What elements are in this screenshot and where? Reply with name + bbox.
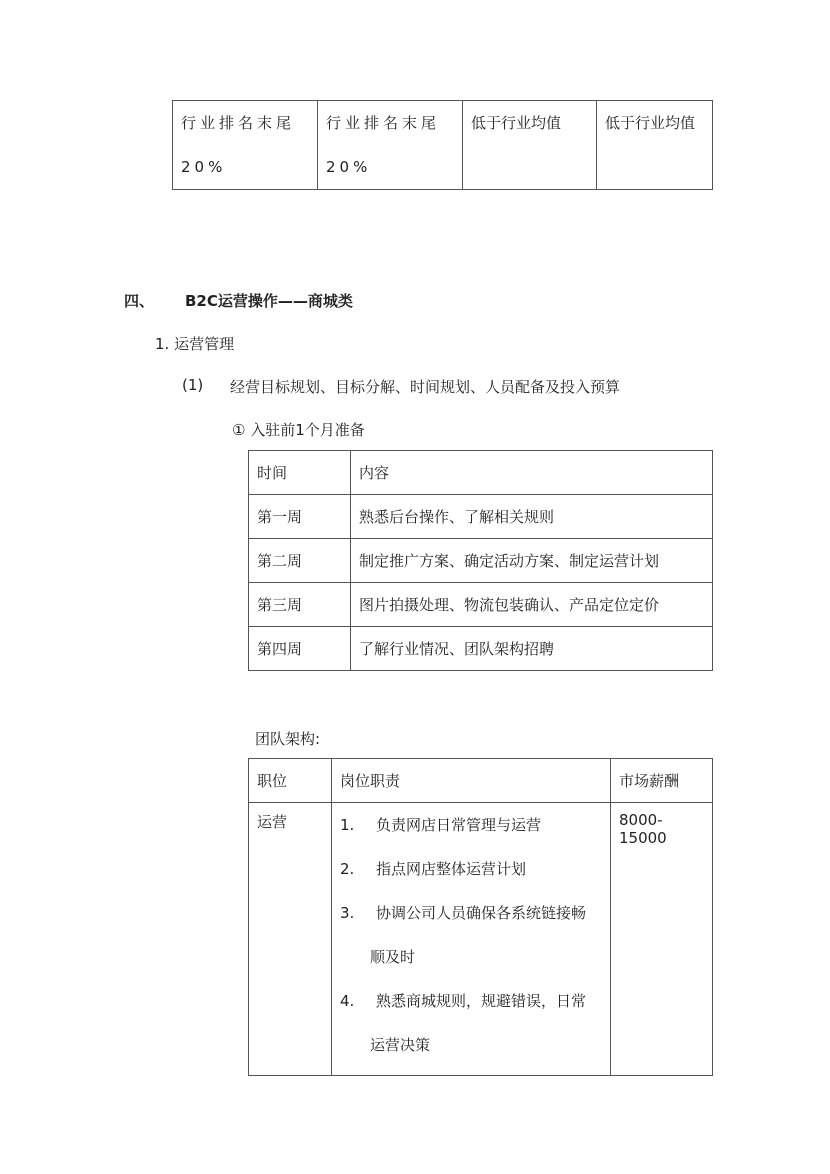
table-cell: 了解行业情况、团队架构招聘 (351, 627, 713, 671)
table-row (249, 627, 713, 671)
table-cell: 第四周 (249, 627, 351, 671)
table-cell: 低于行业均值 (597, 101, 713, 190)
table-header: 时间 (249, 451, 351, 495)
ranking-table (172, 100, 713, 190)
table-cell: 行业排名末尾20% (318, 101, 463, 190)
table-cell: 制定推广方案、确定活动方案、制定运营计划 (351, 539, 713, 583)
table-header: 内容 (351, 451, 713, 495)
table-row (249, 803, 713, 1076)
table-header-row (249, 451, 713, 495)
table-cell: 低于行业均值 (463, 101, 597, 190)
list-item: 1. 负责网店日常管理与运营 (340, 816, 542, 834)
table-row (249, 583, 713, 627)
team-table (248, 758, 713, 1076)
table-header-row (249, 759, 713, 803)
table-header: 市场薪酬 (611, 759, 713, 803)
table-row (249, 539, 713, 583)
table-row (249, 495, 713, 539)
subheading-number: (1) (182, 376, 204, 394)
list-item: 4. 熟悉商城规则，规避错误，日常 运营决策 (340, 992, 587, 1054)
table-cell: 第三周 (249, 583, 351, 627)
table-row (173, 101, 713, 190)
table-cell: 8000-15000 (611, 803, 713, 1076)
subheading: 1. 运营管理 (155, 335, 235, 353)
duties-cell (332, 803, 611, 1076)
list-item: 3. 协调公司人员确保各系统链接畅 顺及时 (340, 904, 587, 966)
subheading: 经营目标规划、目标分解、时间规划、人员配备及投入预算 (230, 378, 621, 396)
team-label: 团队架构: (255, 730, 321, 748)
table-cell: 第一周 (249, 495, 351, 539)
table-cell: 第二周 (249, 539, 351, 583)
section-title: B2C运营操作——商城类 (185, 292, 353, 310)
table-cell: 运营 (249, 803, 332, 1076)
subheading: ① 入驻前1个月准备 (232, 421, 365, 439)
table-cell: 行业排名末尾20% (173, 101, 318, 190)
table-cell: 图片拍摄处理、物流包装确认、产品定位定价 (351, 583, 713, 627)
table-header: 岗位职责 (332, 759, 611, 803)
schedule-table (248, 450, 713, 671)
table-cell: 熟悉后台操作、了解相关规则 (351, 495, 713, 539)
list-item: 2. 指点网店整体运营计划 (340, 860, 527, 878)
section-number: 四、 (124, 292, 155, 310)
table-header: 职位 (249, 759, 332, 803)
